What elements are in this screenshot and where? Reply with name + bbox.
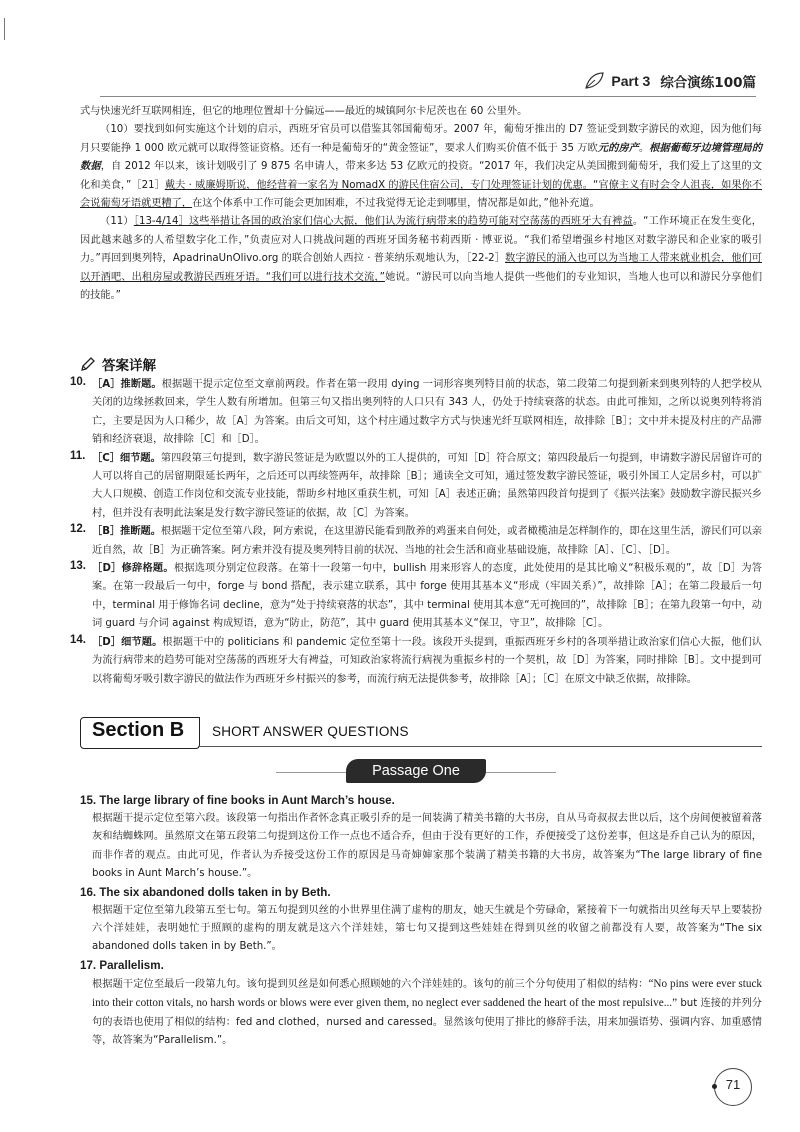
question-item [80,884,762,957]
passage-text [80,103,762,305]
passage-label: Passage One [372,763,460,779]
section-subtitle: SHORT ANSWER QUESTIONS [212,724,409,739]
answers-list [70,376,763,689]
header-divider [100,96,756,97]
question-title: 17. Parallelism. [80,958,164,972]
quoted-english: “No pins were ever stuck into their cotton vitals, no harsh words or blows were ever given them, no neglect ever saddened the heart of the most repulsive...” [92,977,762,1010]
underlined-quote-13-14: ［13-4/14］这些举措让各国的政治家们信心大振，他们认为流行病带来的趋势可能对空荡荡的西班牙大有裨益 [133,216,633,228]
passage-banner [336,759,496,785]
paragraph-11: （11）［13-4/14］这些举措让各国的政治家们信心大振，他们认为流行病带来的趋势可能对空荡荡的西班牙大有裨益。“工作环境正在发生变化，因此越来越多的人希望数字化工作，”负责应对人口挑战问题的西班牙国务秘书莉西斯 · 博亚说。“我们希望增强乡村地区对数字游民和企业家的吸引力。”再回到奥列特，ApadrinaUnOlivo.org 的联合创始人西拉 · 普莱纳乐观地认为，［22-2］数字游民的涌入也可以为当地工人带来就业机会，他们可以开酒吧、出租房屋或教游民西班牙语。“我们可以进行技术交流，”她说。“游民可以向当地人提供一些他们的专业知识，当地人也可以和游民分享他们的技能。” [80,216,763,302]
answer-item: 10. ［A］推断题。根据题干提示定位至文章前两段。作者在第一段用 dying 一词形容奥列特目前的状态，第二段第二句提到新来到奥列特的人把学校从关闭的边缘拯救回来，学生人数有所增加。但第三句又指出奥列特的人口只有 343 人，仍处于持续衰落的状态。由此可推知，之所以说奥列特将消亡，主要是因为人口稀少，故［A］为答案。由后文可知，这个村庄通过数字方式与快速光纤互联网相连，故排除［B］；文中并未提及村庄的产品滞销和经济衰退，故排除［C］和［D］。 [70,376,762,446]
page-number: 71 [725,1077,741,1092]
section-rule [198,746,762,747]
page-header [583,68,756,94]
short-answer-list [80,792,762,1050]
question-item [80,792,762,884]
answer-item: 13. ［D］修辞格题。根据选项分别定位段落。在第十一段第一句中，bullish 用来形容人的态度，此处使用的是其比喻义“积极乐观的”，故［D］为答案。在第一段最后一句中，forge 与 bond 搭配，表示建立联系，其中 forge 使用其基本义“形成（牢固关系）”，故排除［A］；在第二段最后一句中，terminal 用于修饰名词 decline，意为“处于持续衰落的状态”，其中 terminal 使用其本意“无可挽回的”，故排除［B］；在第九段第一句中，动词 guard 与介词 against 构成短语，意为“防止，防范”，其中 guard 使用其基本义“保卫，守卫”，故排除［C］。 [70,560,762,630]
question-explanation: 根据题干提示定位至第六段。该段第一句指出作者怀念真正吸引乔的是一间装满了精美书籍的大书房，自从马奇叔叔去世以后，这个房间便被留着落灰和结蜘蛛网。虽然原文在第五段第二句提到这份工作一点也不适合乔，但由于没有更好的工作，乔便接受了这份差事，但这是乔自己认为的原因，而非作者的观点。由此可见，作者认为乔接受这份工作的原因是马奇婶婶家那个装满了精美书籍的大书房，故答案为“The large library of fine books in Aunt March’s house.”。 [92,813,762,880]
passage-line-1: 式与快速光纤互联网相连，但它的地理位置却十分偏远——最近的城镇阿尔卡尼茨也在 60 公里外。 [80,106,528,117]
answers-heading-text: 答案详解 [102,358,156,374]
underlined-quote-22: 数字游民的涌入也可以为当地工人带来就业机会，他们可以开酒吧、出租房屋或教游民西班牙语。“我们可以进行技术交流，” [80,253,762,283]
answer-item: 14. ［D］细节题。根据题干中的 politicians 和 pandemic 定位至第十一段。该段开头提到，重振西班牙乡村的各项举措让政治家们信心大振，他们认为流行病带来的趋势可能对空荡荡的西班牙大有裨益，可知政治家将流行病视为重振乡村的一个契机，故［D］为答案，同时排除［B］。文中提到可以将葡萄牙吸引数字游民的做法作为西班牙乡村振兴的参考，而流行病无法提供参考，故排除［A］；［C］在原文中缺乏依据，故排除。 [70,633,762,685]
question-title: 16. The six abandoned dolls taken in by Beth. [80,885,331,899]
page-number-badge [712,1066,754,1108]
part-label: Part 3 [611,73,651,89]
leaf-icon [583,70,605,92]
answers-heading [80,354,156,374]
question-title: 15. The large library of fine books in Aunt March’s house. [80,794,395,807]
section-header [80,717,762,747]
question-explanation: 根据题干定位至最后一段第九句。该句提到贝丝是如何悉心照顾她的六个洋娃娃的。该句的前三个分句使用了相似的结构：“No pins were ever stuck into their cotton vitals, no harsh words or blows were ever given them, no neglect ever saddened the heart of the most repulsive...” but 连接的并列分句的表语也使用了相似的结构：fed and clothed，nursed and caressed。显然该句使用了排比的修辞手法，用来加强语势、强调内容、加重感情等，故答案为“Parallelism.”。 [92,977,762,1047]
question-explanation: 根据题干定位至第九段第五至七句。第五句提到贝丝的小世界里住满了虚构的朋友，她天生就是个劳碌命，紧接着下一句就指出贝丝每天早上要装扮六个洋娃娃，表明她忙于照顾的虚构的朋友就是这六个洋娃娃，第七句又提到这些娃娃在得到贝丝的收留之前都没有人要，故答案为“The six abandoned dolls taken in by Beth.”。 [92,904,762,953]
paragraph-10: （10）要找到如何实施这个计划的启示，西班牙官员可以借鉴其邻国葡萄牙。2007 年，葡萄牙推出的 D7 签证受到数字游民的欢迎，因为他们每月只要能挣 1 000 欧元就可以取得签证资格。还有一种是葡萄牙的“黄金签证”，要求人们购买价值不低于 35 万欧元的房产。根据葡萄牙边境管理局的数据，自 2012 年以来，该计划吸引了 9 875 名申请人，带来多达 53 亿欧元的投资。“2017 年，我们决定从美国搬到葡萄牙，我们爱上了这里的文化和美食，”［21］戴夫 · 威廉姆斯说，他经营着一家名为 NomadX 的游民住宿公司，专门处理签证计划的优惠。“官僚主义有时会令人沮丧，如果你不会说葡萄牙语就更糟了，在这个体系中工作可能会更加困难，不过我觉得无论走到哪里，情况都是如此，”他补充道。 [80,124,763,210]
question-item [80,957,762,1051]
answer-item: 11. ［C］细节题。第四段第三句提到，数字游民签证是为欧盟以外的工人提供的，可知［D］符合原文；第四段最后一句提到，申请数字游民居留许可的人可以将自己的居留期限延长两年，之后还可以再续签两年，故排除［B］；通读全文可知，通过签发数字游民签证，吸引外国工人定居乡村，可以扩大人口规模、创造工作岗位和交流专业技能，帮助乡村地区重获生机，可知［A］表述正确；虽然第四段首句提到了《振兴法案》鼓励数字游民振兴乡村，但并没有表明此法案是发行数字游民签证的依据，故［C］为答案。 [70,449,762,519]
margin-mark [4,18,5,40]
header-title: 综合演练100篇 [660,75,756,91]
underlined-quote-21: 戴夫 · 威廉姆斯说，他经营着一家名为 NomadX 的游民住宿公司，专门处理签证计划的优惠。“官僚主义有时会令人沮丧，如果你不会说葡萄牙语就更糟了， [80,179,763,210]
answer-item: 12. ［B］推断题。根据题干定位至第八段，阿方索说，在这里游民能看到散养的鸡蛋来自何处，或者橄榄油是怎样制作的，即在这里生活，游民们可以亲近自然，故［B］为正确答案。阿方索并没有提及奥列特目前的状况、当地的社会生活和商业基础设施，故排除［A］、［C］、［D］。 [70,523,763,556]
section-label: Section B [92,719,185,741]
pencil-icon [80,356,96,372]
